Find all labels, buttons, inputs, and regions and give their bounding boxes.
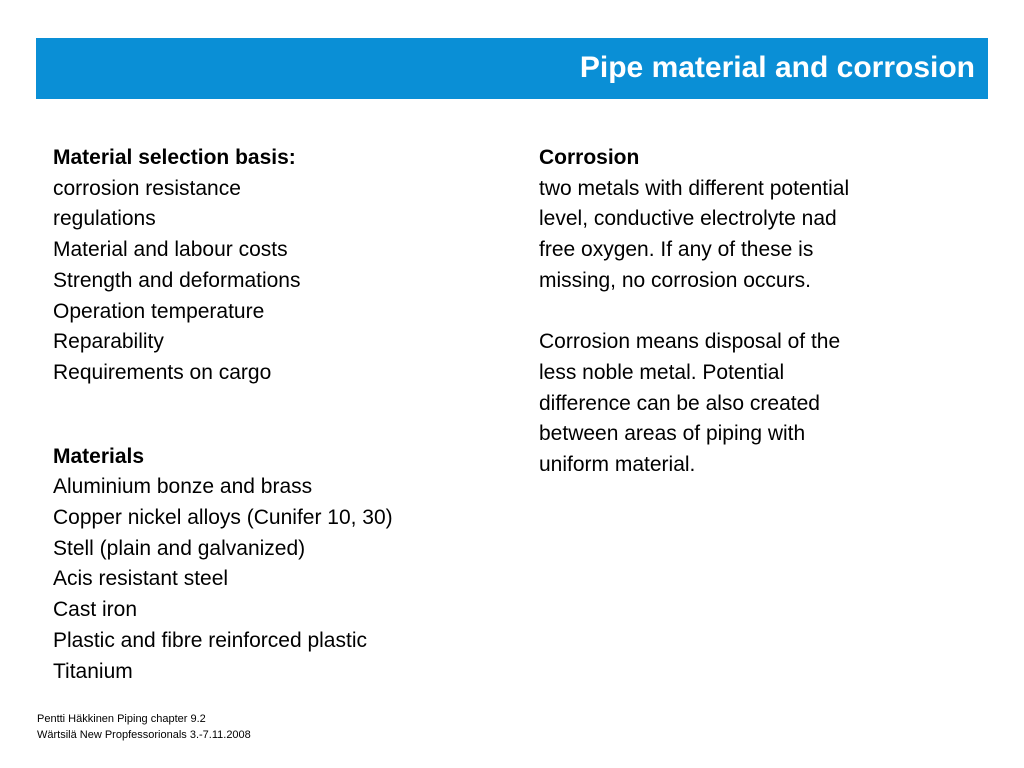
selection-item: Operation temperature: [53, 299, 265, 323]
title-bar: [36, 38, 988, 99]
footer-author: Pentti Häkkinen Piping chapter 9.2: [37, 713, 206, 725]
material-item: Aluminium bonze and brass: [53, 475, 313, 499]
spacer: [53, 389, 493, 442]
material-item: Plastic and fibre reinforced plastic: [53, 628, 367, 652]
selection-heading: Material selection basis:: [53, 146, 296, 169]
materials-heading: Materials: [53, 444, 145, 468]
left-column: [53, 143, 493, 687]
corrosion-text-line: Corrosion means disposal of the: [539, 330, 841, 354]
corrosion-text-line: between areas of piping with: [539, 422, 806, 446]
corrosion-text-line: uniform material.: [539, 453, 696, 477]
footer-event: Wärtsilä New Propfessorionals 3.-7.11.2008: [37, 729, 251, 741]
corrosion-text-line: free oxygen. If any of these is: [539, 238, 814, 262]
corrosion-text-line: less noble metal. Potential: [539, 360, 785, 384]
corrosion-text-line: missing, no corrosion occurs.: [539, 268, 811, 292]
spacer: [539, 297, 959, 328]
selection-item: regulations: [53, 207, 156, 231]
corrosion-text-line: difference can be also created: [539, 391, 820, 415]
corrosion-text-line: level, conductive electrolyte nad: [539, 207, 837, 231]
material-item: Titanium: [53, 659, 133, 683]
corrosion-text-line: two metals with different potential: [539, 176, 850, 200]
selection-item: Strength and deformations: [53, 268, 301, 292]
right-column: [539, 143, 959, 481]
selection-item: corrosion resistance: [53, 176, 241, 200]
selection-item: Reparability: [53, 330, 164, 354]
footer: [37, 711, 251, 743]
material-item: Cast iron: [53, 598, 138, 622]
slide-title: Pipe material and corrosion: [579, 51, 975, 84]
material-item: Stell (plain and galvanized): [53, 536, 306, 560]
material-item: Copper nickel alloys (Cunifer 10, 30): [53, 506, 393, 530]
material-item: Acis resistant steel: [53, 567, 229, 591]
selection-item: Requirements on cargo: [53, 360, 272, 384]
selection-item: Material and labour costs: [53, 238, 288, 262]
corrosion-heading: Corrosion: [539, 146, 640, 169]
